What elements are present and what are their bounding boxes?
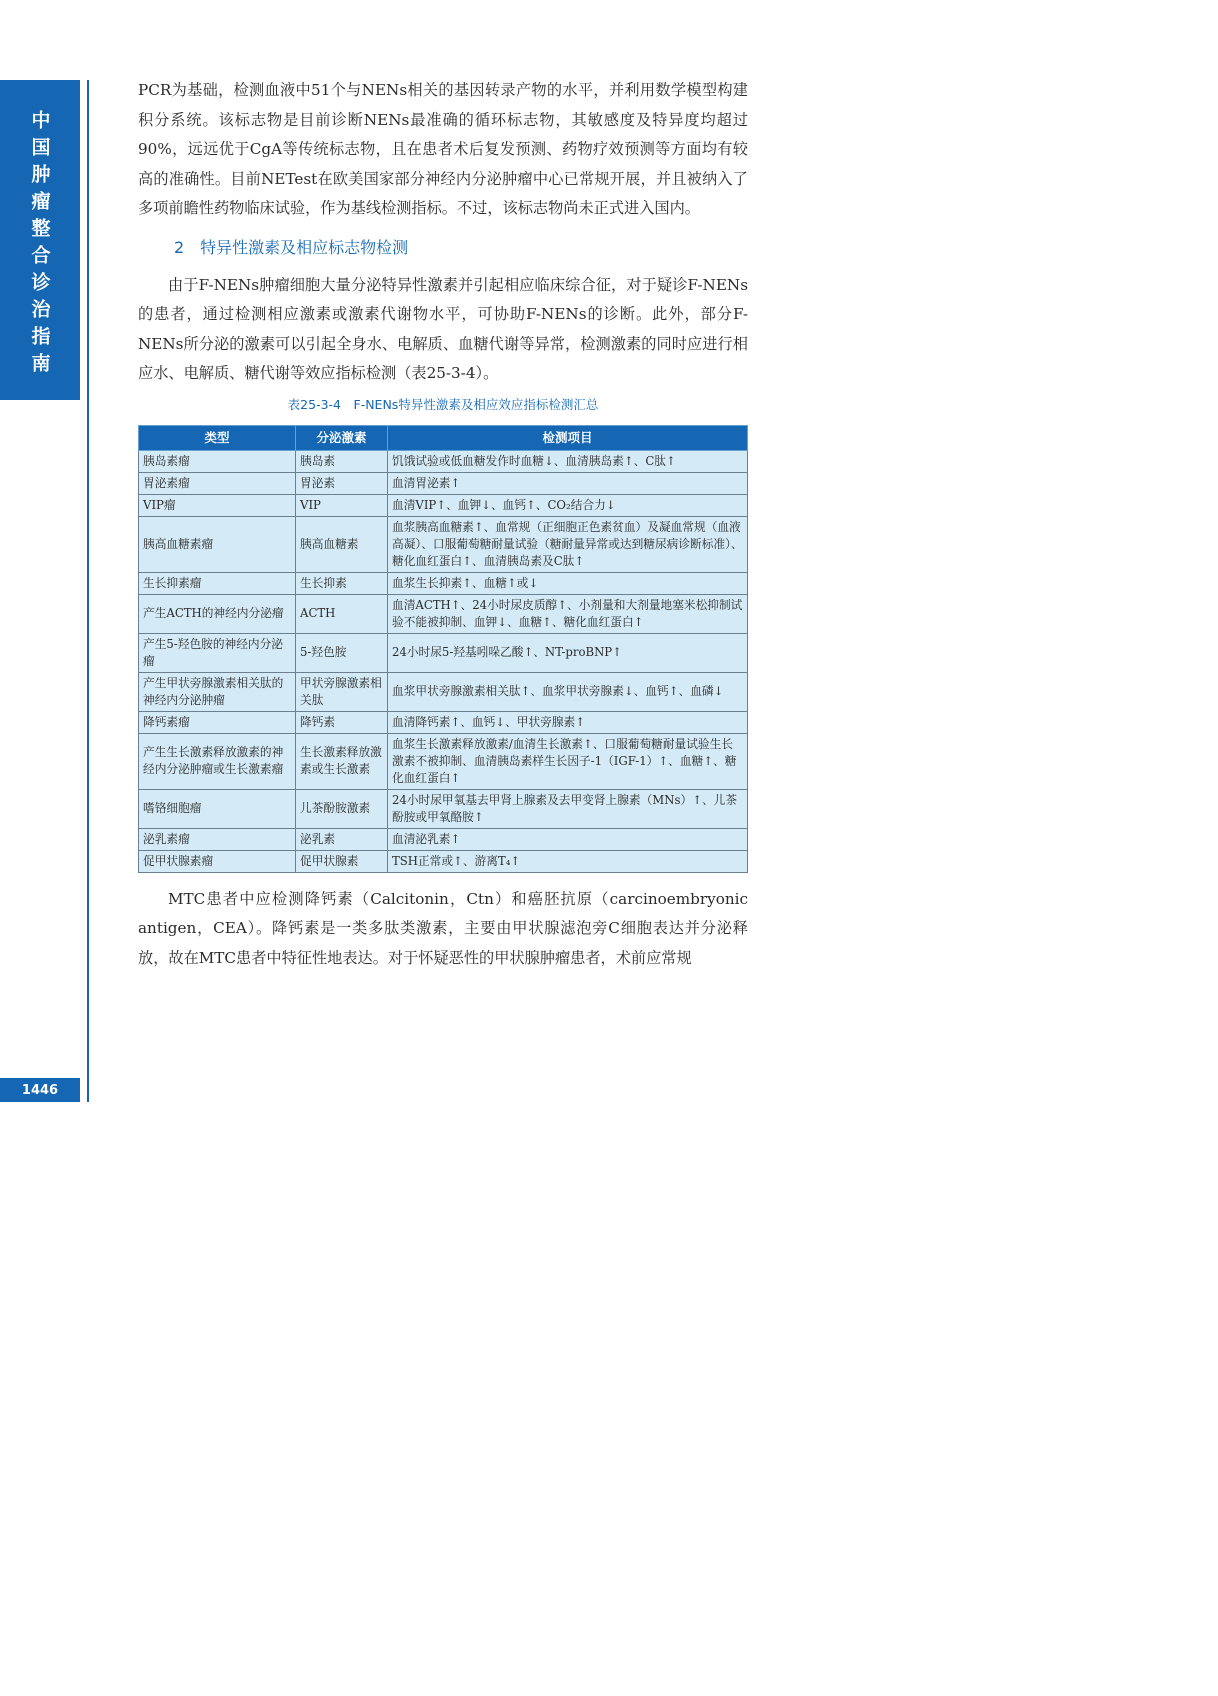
- cell-type: 泌乳素瘤: [139, 828, 296, 850]
- table-row: [139, 850, 748, 872]
- cell-type: 胰岛素瘤: [139, 450, 296, 472]
- table-row: [139, 789, 748, 828]
- cell-tests: 血浆胰高血糖素↑、血常规（正细胞正色素贫血）及凝血常规（血液高凝）、口服葡萄糖耐量试验（糖耐量异常或达到糖尿病诊断标准）、糖化血红蛋白↑、血清胰岛素及C肽↑: [388, 516, 748, 572]
- cell-tests: 血清胃泌素↑: [388, 472, 748, 494]
- paragraph-mtc: MTC患者中应检测降钙素（Calcitonin，Ctn）和癌胚抗原（carcinoembryonic antigen，CEA）。降钙素是一类多肽类激素，主要由甲状腺滤泡旁C细胞表达并分泌释放，故在MTC患者中特征性地表达。对于怀疑恶性的甲状腺肿瘤患者，术前应常规: [138, 889, 748, 967]
- cell-type: 产生甲状旁腺激素相关肽的神经内分泌肿瘤: [139, 672, 296, 711]
- cell-tests: 血清VIP↑、血钾↓、血钙↑、CO₂结合力↓: [388, 494, 748, 516]
- cell-hormone: ACTH: [296, 594, 388, 633]
- table-row: [139, 711, 748, 733]
- cell-type: 胰高血糖素瘤: [139, 516, 296, 572]
- book-title-text: 中国肿瘤整合诊治指南: [28, 110, 51, 380]
- cell-hormone: 降钙素: [296, 711, 388, 733]
- cell-hormone: 甲状旁腺激素相关肽: [296, 672, 388, 711]
- cell-tests: 24小时尿甲氧基去甲肾上腺素及去甲变肾上腺素（MNs）↑、儿茶酚胺或甲氧酪胺↑: [388, 789, 748, 828]
- cell-tests: 血清降钙素↑、血钙↓、甲状旁腺素↑: [388, 711, 748, 733]
- cell-type: VIP瘤: [139, 494, 296, 516]
- page-number: 1446: [0, 1078, 80, 1102]
- paragraph-hormones: 由于F-NENs肿瘤细胞大量分泌特异性激素并引起相应临床综合征，对于疑诊F-NENs的患者，通过检测相应激素或激素代谢物水平，可协助F-NENs的诊断。此外，部分F-NENs所分泌的激素可以引起全身水、电解质、血糖代谢等异常，检测激素的同时应进行相应水、电解质、糖代谢等效应指标检测（表25-3-4）。: [138, 275, 748, 382]
- table-header-row: [139, 425, 748, 450]
- section-heading: 2 特异性激素及相应标志物检测: [174, 237, 409, 257]
- cell-tests: TSH正常或↑、游离T₄↑: [388, 850, 748, 872]
- table-row: [139, 733, 748, 789]
- table-row: [139, 672, 748, 711]
- table-row: [139, 472, 748, 494]
- cell-hormone: 5-羟色胺: [296, 633, 388, 672]
- cell-type: 嗜铬细胞瘤: [139, 789, 296, 828]
- cell-type: 降钙素瘤: [139, 711, 296, 733]
- cell-hormone: 胰高血糖素: [296, 516, 388, 572]
- table-caption: 表25-3-4 F-NENs特异性激素及相应效应指标检测汇总: [287, 396, 599, 412]
- table-row: [139, 450, 748, 472]
- cell-hormone: VIP: [296, 494, 388, 516]
- table-body: [139, 450, 748, 872]
- cell-tests: 饥饿试验或低血糖发作时血糖↓、血清胰岛素↑、C肽↑: [388, 450, 748, 472]
- cell-hormone: 生长激素释放激素或生长激素: [296, 733, 388, 789]
- cell-hormone: 促甲状腺素: [296, 850, 388, 872]
- cell-hormone: 生长抑素: [296, 572, 388, 594]
- cell-tests: 24小时尿5-羟基吲哚乙酸↑、NT-proBNP↑: [388, 633, 748, 672]
- cell-type: 生长抑素瘤: [139, 572, 296, 594]
- table-row: [139, 494, 748, 516]
- page-body: [138, 76, 748, 973]
- cell-tests: 血浆甲状旁腺激素相关肽↑、血浆甲状旁腺素↓、血钙↑、血磷↓: [388, 672, 748, 711]
- table-row: [139, 633, 748, 672]
- header-hormone: 分泌激素: [296, 425, 388, 450]
- cell-hormone: 胰岛素: [296, 450, 388, 472]
- cell-tests: 血浆生长激素释放激素/血清生长激素↑、口服葡萄糖耐量试验生长激素不被抑制、血清胰岛素样生长因子-1（IGF-1）↑、血糖↑、糖化血红蛋白↑: [388, 733, 748, 789]
- margin-rule: [87, 80, 89, 1102]
- cell-hormone: 儿茶酚胺激素: [296, 789, 388, 828]
- table-row: [139, 594, 748, 633]
- cell-hormone: 泌乳素: [296, 828, 388, 850]
- table-row: [139, 828, 748, 850]
- header-type: 类型: [139, 425, 296, 450]
- cell-type: 产生生长激素释放激素的神经内分泌肿瘤或生长激素瘤: [139, 733, 296, 789]
- cell-type: 胃泌素瘤: [139, 472, 296, 494]
- cell-tests: 血清ACTH↑、24小时尿皮质醇↑、小剂量和大剂量地塞米松抑制试验不能被抑制、血钾↓、血糖↑、糖化血红蛋白↑: [388, 594, 748, 633]
- cell-type: 促甲状腺素瘤: [139, 850, 296, 872]
- hormone-table: [138, 425, 748, 873]
- paragraph-netest: PCR为基础，检测血液中51个与NENs相关的基因转录产物的水平，并利用数学模型构建积分系统。该标志物是目前诊断NENs最准确的循环标志物，其敏感度及特异度均超过90%，远远优于CgA等传统标志物，且在患者术后复发预测、药物疗效预测等方面均有较高的准确性。目前NETest在欧美国家部分神经内分泌肿瘤中心已常规开展，并且被纳入了多项前瞻性药物临床试验，作为基线检测指标。不过，该标志物尚未正式进入国内。: [138, 81, 748, 217]
- cell-hormone: 胃泌素: [296, 472, 388, 494]
- table-row: [139, 516, 748, 572]
- cell-type: 产生5-羟色胺的神经内分泌瘤: [139, 633, 296, 672]
- table-row: [139, 572, 748, 594]
- book-title-side-tab: [0, 80, 80, 400]
- cell-type: 产生ACTH的神经内分泌瘤: [139, 594, 296, 633]
- cell-tests: 血浆生长抑素↑、血糖↑或↓: [388, 572, 748, 594]
- header-tests: 检测项目: [388, 425, 748, 450]
- cell-tests: 血清泌乳素↑: [388, 828, 748, 850]
